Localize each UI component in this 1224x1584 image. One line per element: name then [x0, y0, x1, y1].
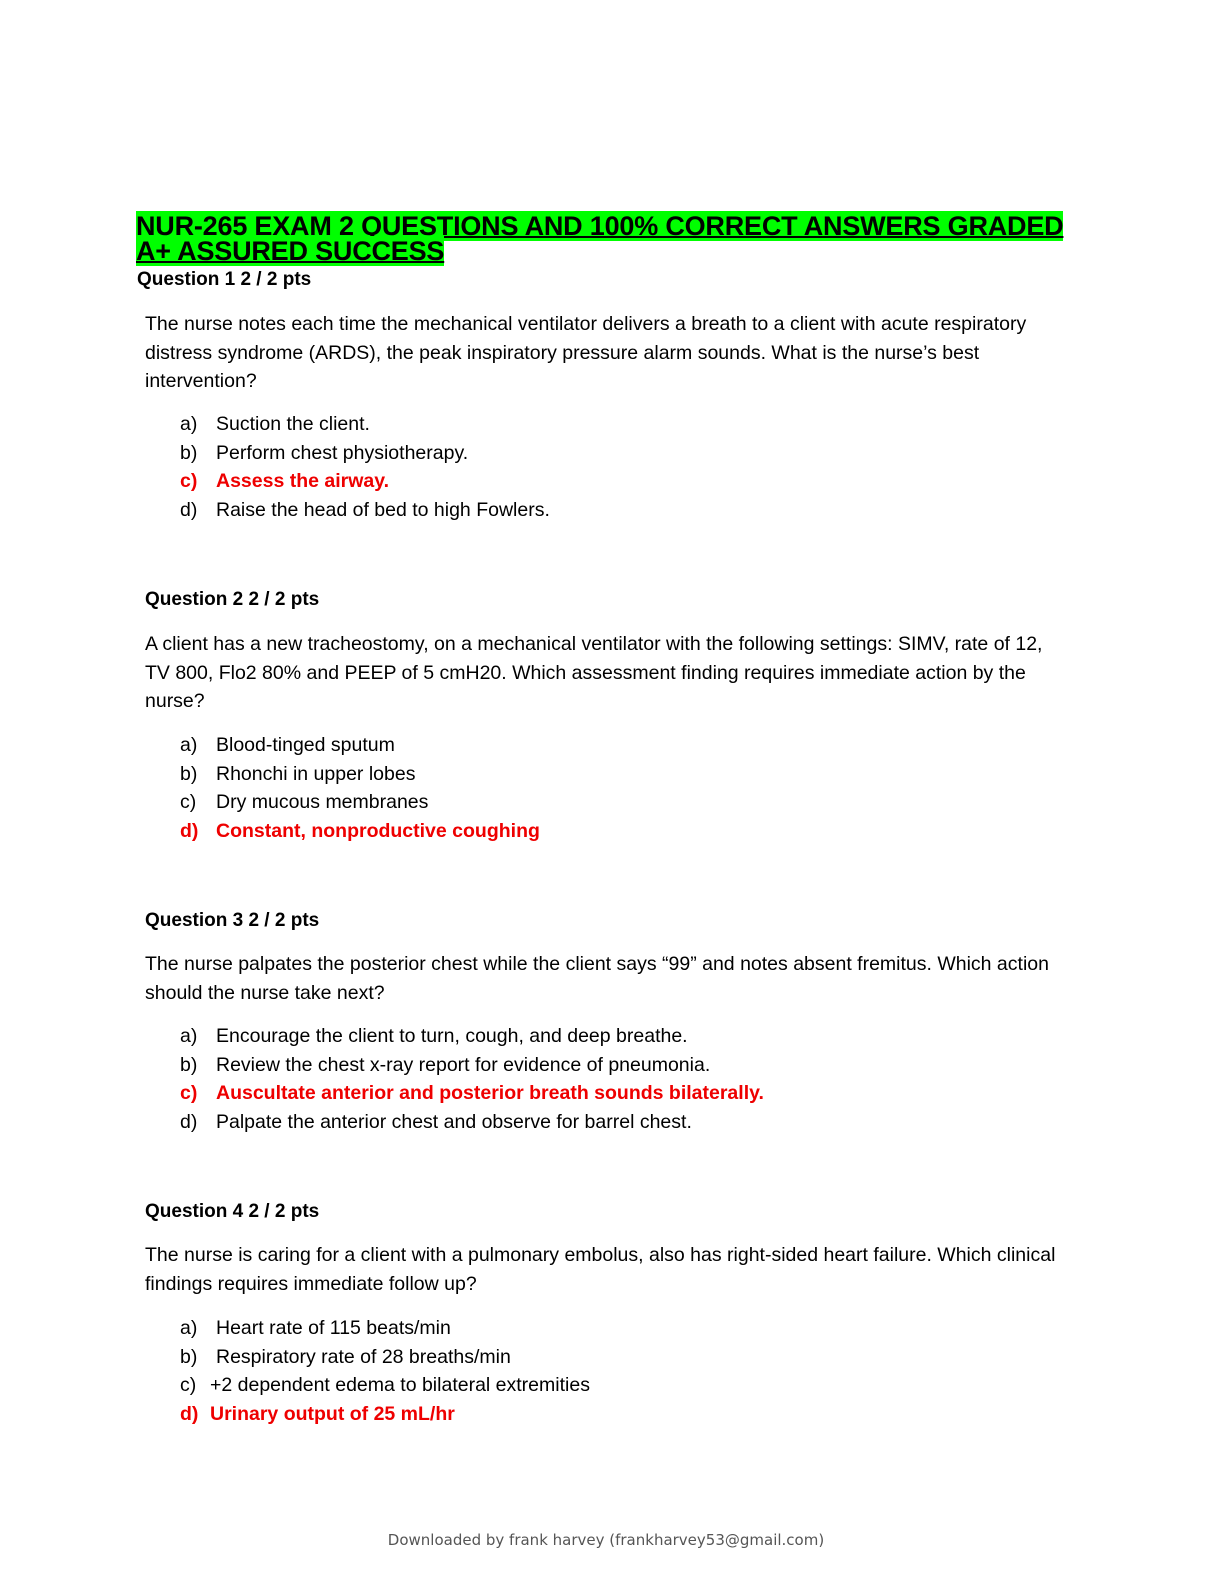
option-c: c) Dry mucous membranes [180, 791, 429, 814]
question-3-options [180, 1022, 764, 1137]
question-2-header: Question 2 2 / 2 pts [145, 589, 320, 610]
question-3-text: The nurse palpates the posterior chest while the client says “99” and notes absent fremitus. Which action should the nurse take next? [145, 953, 1049, 1004]
option-c: c) +2 dependent edema to bilateral extremities [180, 1374, 590, 1397]
option-d-correct-answer: d) Urinary output of 25 mL/hr [180, 1403, 455, 1426]
document-title: NUR-265 EXAM 2 QUESTIONS AND 100% CORRECT ANSWERS GRADED A+ ASSURED SUCCESS [136, 211, 1064, 266]
question-1-options [180, 410, 550, 525]
download-footer: Downloaded by frank harvey (frankharvey53@gmail.com) [387, 1531, 825, 1549]
option-a: a) Suction the client. [180, 413, 370, 435]
question-2-options [180, 731, 540, 846]
option-b: b) Perform chest physiotherapy. [180, 441, 469, 464]
question-2-text: A client has a new tracheostomy, on a mechanical ventilator with the following settings: SIMV, rate of 12, TV 800, Flo2 80% and PEEP of 5 cmH20. Which assessment finding requires immediate action by the nurse? [145, 633, 1043, 713]
question-4-text: The nurse is caring for a client with a pulmonary embolus, also has right-sided heart failure. Which clinical findings requires immediate follow up? [145, 1244, 1056, 1295]
option-a: a) Blood-tinged sputum [180, 734, 395, 756]
option-c-correct-answer: c) Auscultate anterior and posterior breath sounds bilaterally. [180, 1082, 764, 1105]
option-a: a) Encourage the client to turn, cough, and deep breathe. [180, 1025, 688, 1047]
option-d: d) Palpate the anterior chest and observe for barrel chest. [180, 1111, 692, 1134]
option-d: d) Raise the head of bed to high Fowlers. [180, 499, 550, 522]
option-b: b) Respiratory rate of 28 breaths/min [180, 1345, 511, 1368]
question-4-header: Question 4 2 / 2 pts [145, 1201, 320, 1222]
option-d-correct-answer: d) Constant, nonproductive coughing [180, 820, 540, 843]
option-b: b) Review the chest x-ray report for evidence of pneumonia. [180, 1053, 711, 1076]
option-a: a) Heart rate of 115 beats/min [180, 1317, 451, 1339]
question-4-options [180, 1314, 590, 1429]
option-b: b) Rhonchi in upper lobes [180, 762, 416, 785]
option-c-correct-answer: c) Assess the airway. [180, 470, 390, 493]
question-3-header: Question 3 2 / 2 pts [145, 910, 320, 931]
question-1-header: Question 1 2 / 2 pts [137, 269, 312, 290]
question-1-text: The nurse notes each time the mechanical ventilator delivers a breath to a client with acute respiratory distress syndrome (ARDS), the peak inspiratory pressure alarm sounds. What is the nurse’s best intervention? [145, 313, 1027, 393]
